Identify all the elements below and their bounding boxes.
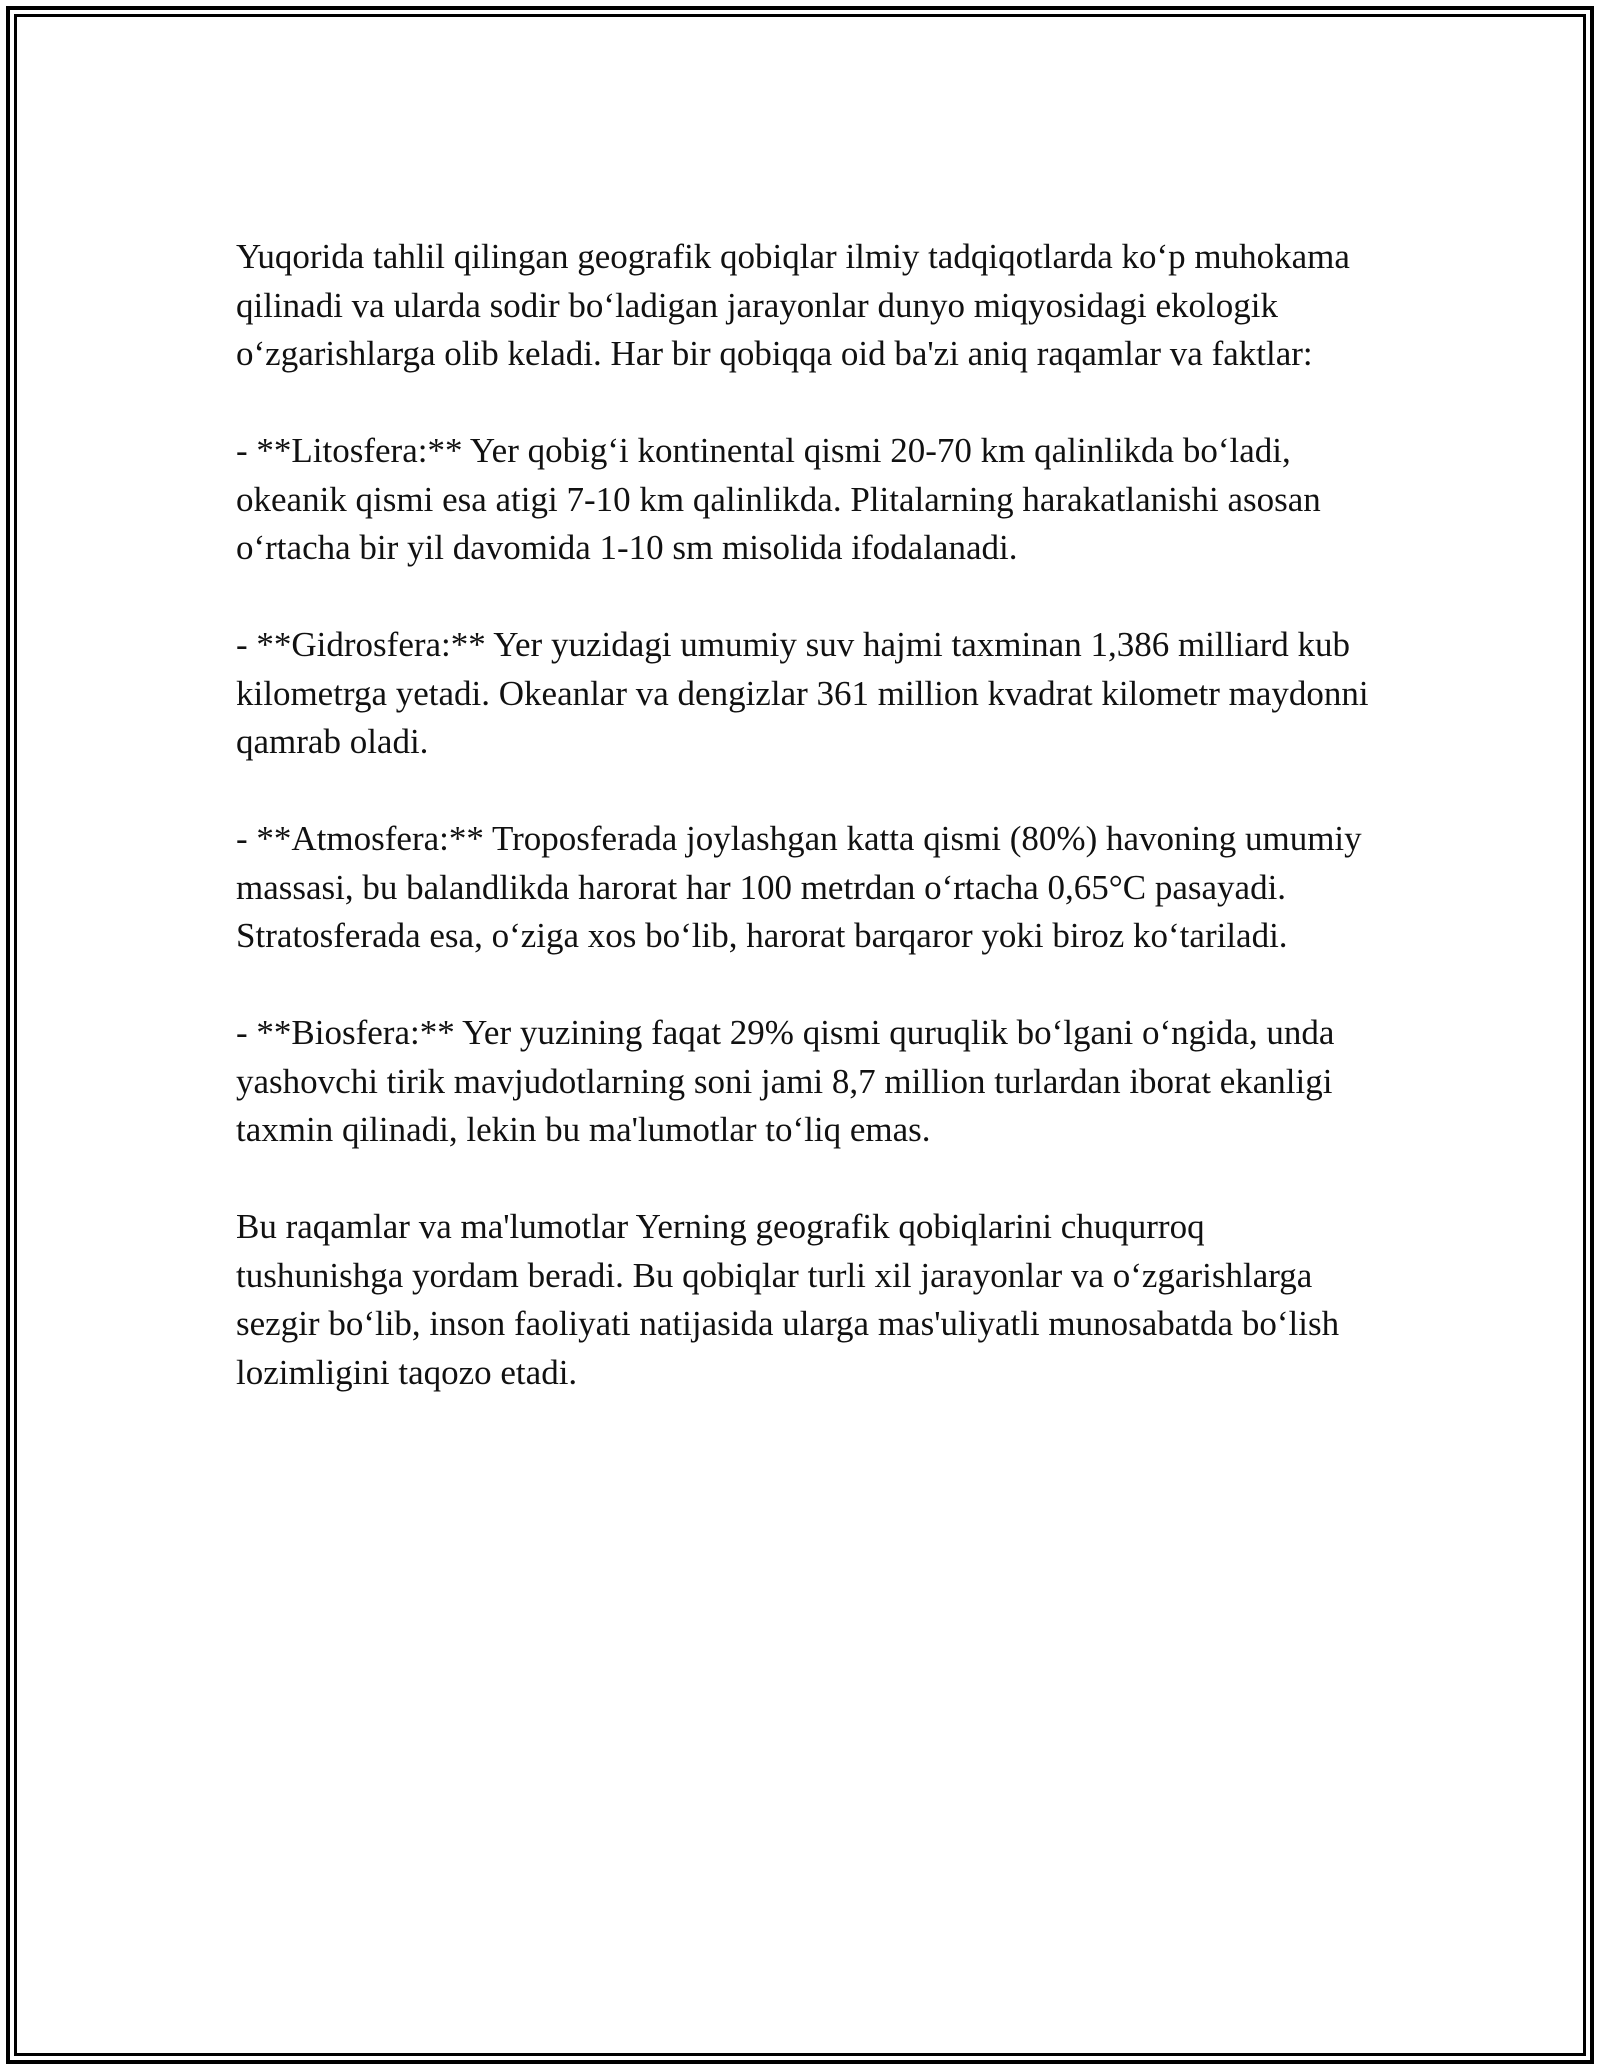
atmosfera-paragraph: - **Atmosfera:** Troposferada joylashgan katta qismi (80%) havoning umumiy massasi, bu balandlikda harorat har 100 metrdan o‘rtacha 0,65°C pasayadi. Stratosferada esa, o‘ziga xos bo‘lib, harorat barqaror yoki biroz ko‘tariladi. [236, 819, 1362, 955]
document-body [236, 233, 1376, 1446]
litosfera-paragraph: - **Litosfera:** Yer qobig‘i kontinental qismi 20-70 km qalinlikda bo‘ladi, okeanik qismi esa atigi 7-10 km qalinlikda. Plitalarning harakatlanishi asosan o‘rtacha bir yil davomida 1-10 sm misolida ifodalanadi. [236, 431, 1321, 567]
gidrosfera-paragraph: - **Gidrosfera:** Yer yuzidagi umumiy suv hajmi taxminan 1,386 milliard kub kilometrga yetadi. Okeanlar va dengizlar 361 million kvadrat kilometr maydonni qamrab oladi. [236, 625, 1369, 761]
conclusion-paragraph: Bu raqamlar va ma'lumotlar Yerning geografik qobiqlarini chuqurroq tushunishga yordam beradi. Bu qobiqlar turli xil jarayonlar va o‘zgarishlarga sezgir bo‘lib, inson faoliyati natijasida ularga mas'uliyatli munosabatda bo‘lish lozimligini taqozo etadi. [236, 1207, 1340, 1392]
intro-paragraph: Yuqorida tahlil qilingan geografik qobiqlar ilmiy tadqiqotlarda ko‘p muhokama qilinadi va ularda sodir bo‘ladigan jarayonlar dunyo miqyosidagi ekologik o‘zgarishlarga olib keladi. Har bir qobiqqa oid ba'zi aniq raqamlar va faktlar: [236, 237, 1350, 373]
biosfera-paragraph: - **Biosfera:** Yer yuzining faqat 29% qismi quruqlik bo‘lgani o‘ngida, unda yashovchi tirik mavjudotlarning soni jami 8,7 million turlardan iborat ekanligi taxmin qilinadi, lekin bu ma'lumotlar to‘liq emas. [236, 1013, 1335, 1149]
